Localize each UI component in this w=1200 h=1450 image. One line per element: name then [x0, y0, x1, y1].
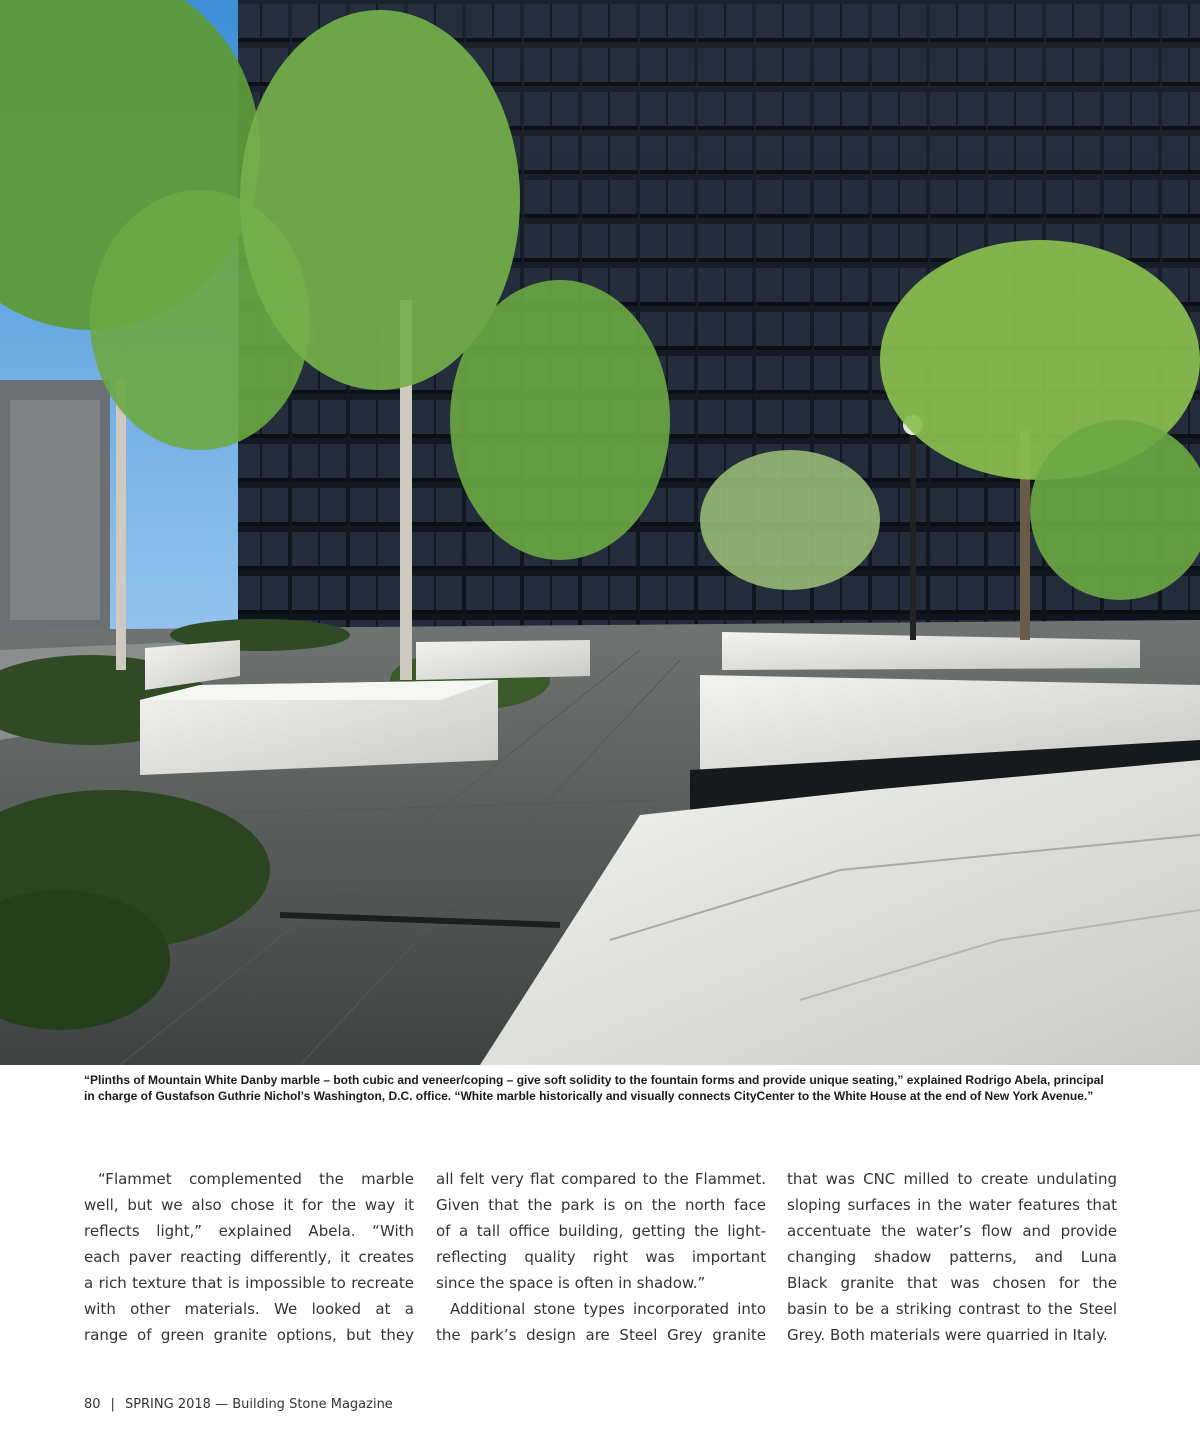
text-line: since the space is often in shadow.”: [436, 1274, 706, 1292]
text-line: with other materials. We looked at a: [84, 1300, 414, 1318]
text-line: that was CNC milled to create undulating: [787, 1170, 1117, 1188]
footer-separator: |: [110, 1397, 115, 1412]
text-line: Grey. Both materials were quarried in Italy.: [787, 1326, 1108, 1344]
text-line: reflects light,” explained Abela. “With: [84, 1222, 414, 1240]
text-column-1: [84, 1166, 414, 1348]
page-number: 80: [84, 1397, 101, 1412]
issue-label: SPRING 2018: [124, 1397, 211, 1412]
text-line: well, but we also chose it for the way it: [84, 1196, 414, 1214]
text-line: range of green granite options, but they: [84, 1326, 414, 1344]
text-column-2: [436, 1166, 766, 1348]
text-line: each paver reacting differently, it creates: [84, 1248, 414, 1266]
text-line: the park’s design are Steel Grey granite: [436, 1326, 766, 1344]
text-line: Black granite that was chosen for the: [787, 1274, 1117, 1292]
caption-line: in charge of Gustafson Guthrie Nichol’s Washington, D.C. office. “White marble historically and visually connects CityCenter to the White House at the end of New York Avenue.”: [84, 1089, 1094, 1103]
photo-caption: [84, 1072, 1124, 1104]
magazine-name: — Building Stone Magazine: [215, 1397, 393, 1412]
text-column-3: [787, 1166, 1117, 1348]
text-line: a rich texture that is impossible to recreate: [84, 1274, 414, 1292]
text-line: reflecting quality right was important: [436, 1248, 766, 1266]
text-line: of a tall office building, getting the light-: [436, 1222, 766, 1240]
text-line: Additional stone types incorporated into: [450, 1300, 766, 1318]
text-line: all felt very flat compared to the Flammet.: [436, 1170, 766, 1188]
text-line: Given that the park is on the north face: [436, 1196, 766, 1214]
page-footer: [84, 1397, 393, 1412]
caption-line: “Plinths of Mountain White Danby marble – both cubic and veneer/coping – give soft solidity to the fountain forms and provide unique seating,” explained Rodrigo Abela, principal: [84, 1073, 1104, 1087]
text-line: basin to be a striking contrast to the Steel: [787, 1300, 1117, 1318]
text-line: accentuate the water’s flow and provide: [787, 1222, 1117, 1240]
text-line: changing shadow patterns, and Luna: [787, 1248, 1117, 1266]
text-line: sloping surfaces in the water features that: [787, 1196, 1117, 1214]
text-line: “Flammet complemented the marble: [98, 1170, 414, 1188]
